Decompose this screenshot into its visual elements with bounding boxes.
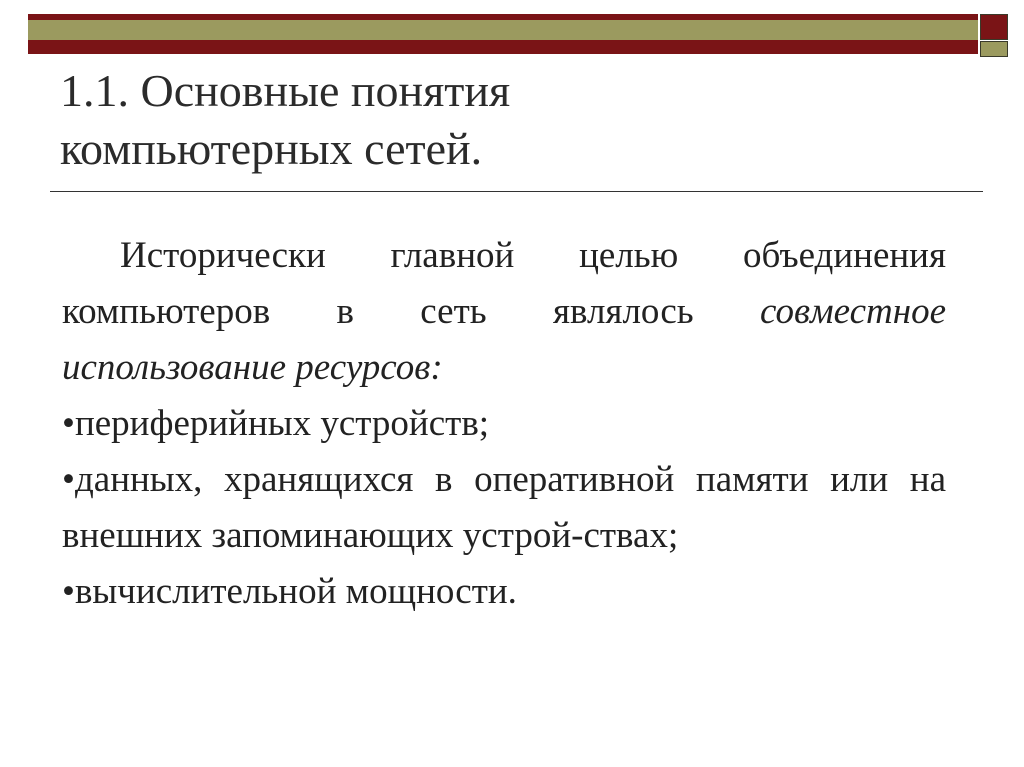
corner-square-dark — [980, 14, 1008, 40]
bullet-peripherals: •периферийных устройств; — [62, 403, 490, 444]
bullet-data: •данных, хранящихся в оперативной памяти или на внешних запоминающих устрой-ствах; — [62, 459, 946, 556]
slide-title — [60, 62, 940, 178]
bullet-computing-power: •вычислительной мощности. — [62, 571, 517, 612]
header-band-stripe — [28, 20, 978, 40]
corner-square-olive — [980, 41, 1008, 57]
intro-text: Исторически главной целью объединения компьютеров в сеть являлось — [62, 235, 946, 332]
slide-title-line1: 1.1. Основные понятия — [60, 65, 511, 116]
slide-title-line2: компьютерных сетей. — [60, 123, 483, 174]
slide-body — [62, 228, 946, 620]
intro-paragraph — [62, 228, 946, 396]
intro-emphasis: совместное использование ресурсов: — [62, 291, 946, 388]
header-band — [28, 14, 978, 54]
title-divider — [50, 191, 983, 192]
